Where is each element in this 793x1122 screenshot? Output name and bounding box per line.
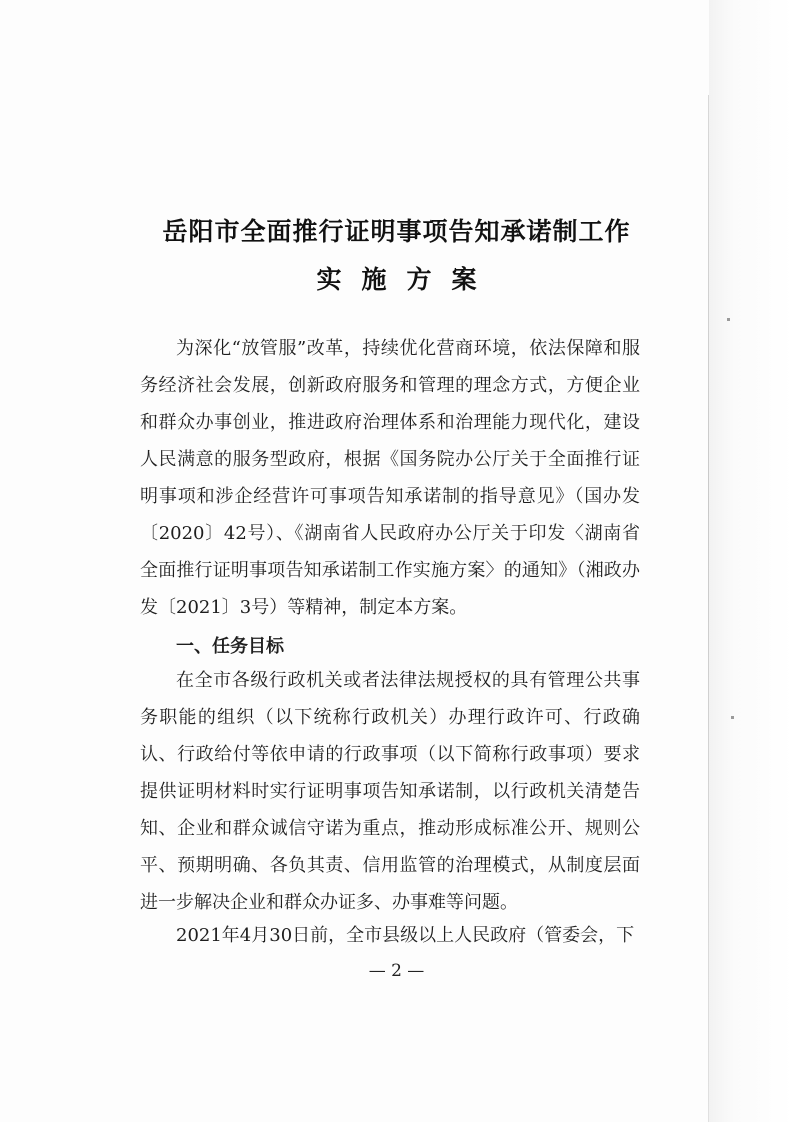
deadline-paragraph: 2021年4月30日前，全市县级以上人民政府（管委会，下 [176, 925, 635, 946]
scan-edge-shade [709, 0, 793, 1122]
section-heading-block [140, 628, 640, 665]
task-goals-paragraph: 在全市各级行政机关或者法律法规授权的具有管理公共事务职能的组织（以下统称行政机关）办理行政许可、行政确认、行政给付等依申请的行政事项（以下简称行政事项）要求提供证明材料时实行证明事项告知承诺制，以行政机关清楚告知、企业和群众诚信守诺为重点，推动形成标准公开、规则公平、预期明确、各负其责、信用监管的治理模式，从制度层面进一步解决企业和群众办证多、办事难等问题。 [140, 670, 640, 913]
page-number: — 2 — [368, 961, 425, 981]
deadline-paragraph-block [140, 917, 640, 954]
scan-speck [731, 716, 734, 719]
scan-speck [727, 318, 730, 321]
section-heading-task-goals: 一、任务目标 [176, 636, 284, 657]
task-goals-paragraph-block [140, 662, 640, 921]
document-title: 岳阳市全面推行证明事项告知承诺制工作 [162, 217, 631, 246]
intro-paragraph: 为深化“放管服”改革，持续优化营商环境，依法保障和服务经济社会发展，创新政府服务和管理的理念方式，方便企业和群众办事创业，推进政府治理体系和治理能力现代化，建设人民满意的服务型政府，根据《国务院办公厅关于全面推行证明事项和涉企经营许可事项告知承诺制的指导意见》（国办发〔2020〕42号）、《湖南省人民政府办公厅关于印发〈湖南省全面推行证明事项告知承诺制工作实施方案〉的通知》（湘政办发〔2021〕3号）等精神，制定本方案。 [140, 338, 640, 618]
document-subtitle: 实施方案 [316, 265, 497, 294]
intro-paragraph-block [140, 330, 640, 626]
